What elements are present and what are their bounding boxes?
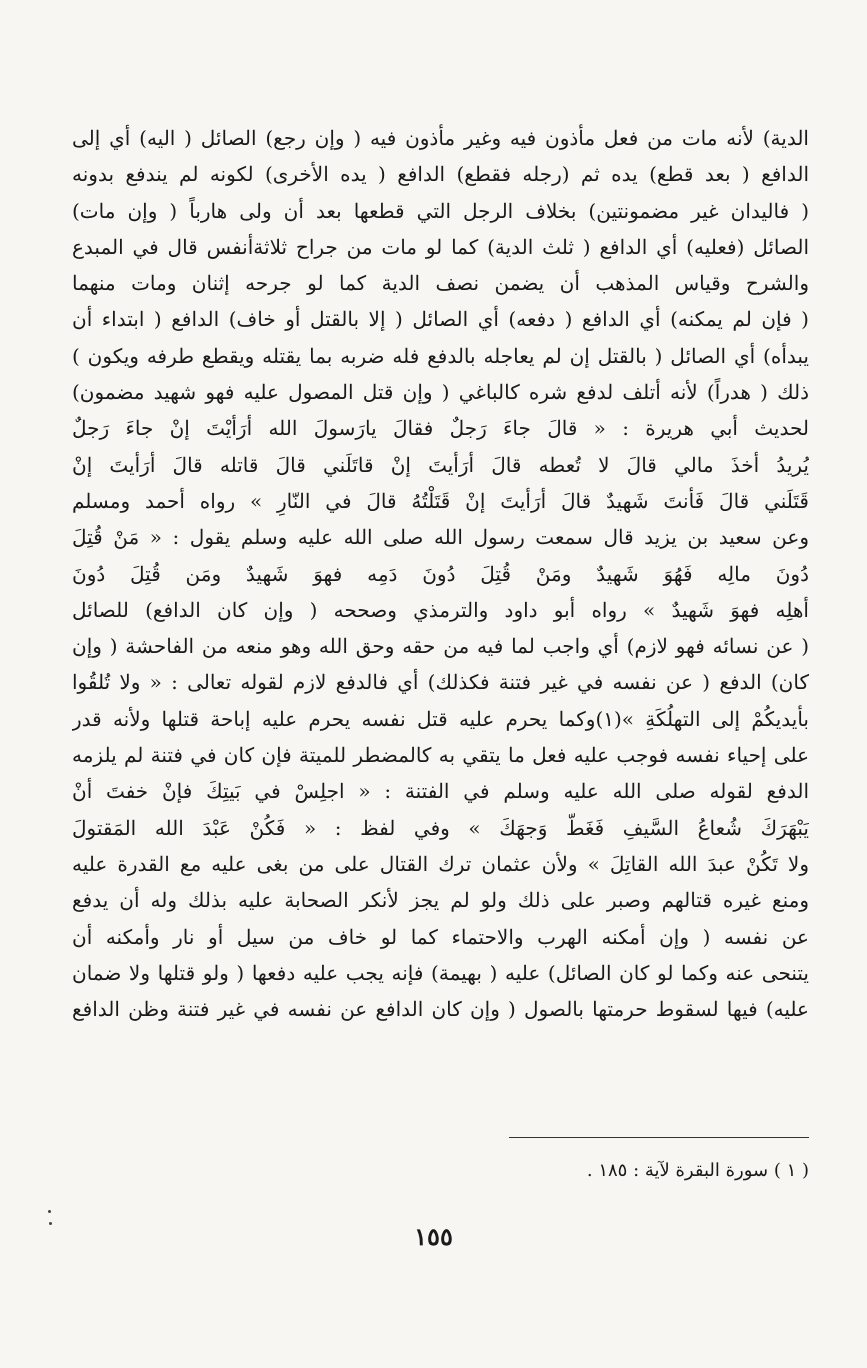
- footnote-divider: [509, 1137, 809, 1138]
- text-line: قَتَلَني قالَ فَأنتَ شَهيدٌ قالَ أرَأيتَ إنْ قَتَلْتُهُ قالَ في النّارِ » رواه أحمد ومسلم: [72, 488, 809, 513]
- scan-speck: [48, 1210, 51, 1213]
- text-line: أهلِه فهوَ شَهيدٌ » رواه أبو داود والترمذي وصححه ( وإن كان الدافع) للصائل: [72, 597, 809, 622]
- text-line: ولا تَكُنْ عبدَ الله القاتِلَ » ولأن عثمان ترك القتال على من بغى عليه مع القدرة عليه: [72, 851, 809, 876]
- scan-speck: [49, 1222, 52, 1225]
- text-line: يُريدُ أخذَ مالي قالَ لا تُعطه قالَ أرَأيتَ إنْ قاتَلَني قالَ قاتله قالَ أرَأيتَ إنْ: [72, 452, 809, 477]
- page-number: ١٥٥: [414, 1222, 453, 1251]
- text-line: عليه) فيها لسقوط حرمتها بالصول ( وإن كان الدافع عن نفسه في غير فتنة وظن الدافع: [72, 997, 809, 1022]
- text-line: الدفع لقوله صلى الله عليه وسلم في الفتنة : « اجلِسْ في بَيتِكَ فإنْ خفتَ أنْ: [72, 779, 809, 804]
- footnote: ( ١ ) سورة البقرة لآية : ١٨٥ .: [586, 1160, 809, 1181]
- text-line: دُونَ مالِه فَهُوَ شَهيدٌ ومَنْ قُتِلَ دُونَ دَمِه فهوَ شَهيدٌ ومَن قُتِلَ دُونَ: [72, 561, 809, 586]
- text-line: كان) الدفع ( عن نفسه في غير فتنة فكذلك) أي فالدفع لازم لقوله تعالى : « ولا تُلقُوا: [72, 670, 809, 695]
- text-line: الصائل (فعليه) أي الدافع ( ثلث الدية) كما لو مات من جراح ثلاثةأنفس قال في المبدع: [72, 234, 809, 259]
- text-line: الدافع ( بعد قطع) يده ثم (رجله فقطع) الدافع ( يده الأخرى) لكونه لم يندفع بدونه: [72, 162, 809, 187]
- text-line: والشرح وقياس المذهب أن يضمن نصف الدية كما لو جرحه إثنان ومات منهما: [72, 271, 809, 296]
- text-line: عن نفسه ( وإن أمكنه الهرب والاحتماء كما لو خاف من سيل أو نار وأمكنه أن: [72, 924, 809, 949]
- text-line: على إحياء نفسه فوجب عليه فعل ما يتقي به كالمضطر للميتة فإن كان في فتنة لم يلزمه: [72, 743, 809, 768]
- text-line: ( فإن لم يمكنه) أي الدافع ( دفعه) أي الصائل ( إلا بالقتل أو خاف) الدافع ( ابتداء أن: [72, 307, 809, 332]
- text-line: لحديث أبي هريرة : « قالَ جاءَ رَجلٌ فقالَ يارَسولَ الله أرَأيْتَ إنْ جاءَ رَجلٌ: [72, 416, 809, 441]
- text-line: وعن سعيد بن يزيد قال سمعت رسول الله صلى الله عليه وسلم يقول : « مَنْ قُتِلَ: [72, 525, 809, 550]
- text-line: يتنحى عنه وكما لو كان الصائل) عليه ( بهيمة) فإنه يجب عليه دفعها ( ولو قتلها ولا ضمان: [72, 960, 809, 985]
- text-line: الدية) لأنه مات من فعل مأذون فيه وغير مأذون فيه ( وإن رجع) الصائل ( اليه) أي إلى: [72, 126, 809, 150]
- text-line: بأيديكُمْ إلى التهلُكَةِ »(١)وكما يحرم عليه قتل نفسه يحرم عليه إباحة قتلها ولأنه قدر: [72, 706, 809, 731]
- text-line: ( عن نسائه فهو لازم) أي واجب لما فيه من حقه وحق الله وهو منعه من الفاحشة ( وإن: [72, 634, 809, 659]
- text-line: يبدأه) أي الصائل ( بالقتل إن لم يعاجله بالدفع فله ضربه بما يقتله ويقطع طرفه ويكون ): [72, 343, 809, 368]
- text-line: ذلك ( هدراً) لأنه أتلف لدفع شره كالباغي ( وإن قتل المصول عليه فهو شهيد مضمون): [72, 380, 809, 405]
- text-line: يَبْهَرَكَ شُعاعُ السَّيفِ فَغَطّ وَجهَكَ » وفي لفظ : « فَكُنْ عَبْدَ الله المَقتولَ: [72, 815, 809, 840]
- body-text: [72, 120, 809, 1135]
- text-line: ( فاليدان غير مضمونتين) بخلاف الرجل التي قطعها بعد أن ولى هارباً ( وإن مات): [72, 198, 809, 223]
- text-line: ومنع غيره قتالهم وصبر على ذلك ولو لم يجز لأنكر الصحابة عليه بذلك وله أن يدفع: [72, 888, 809, 913]
